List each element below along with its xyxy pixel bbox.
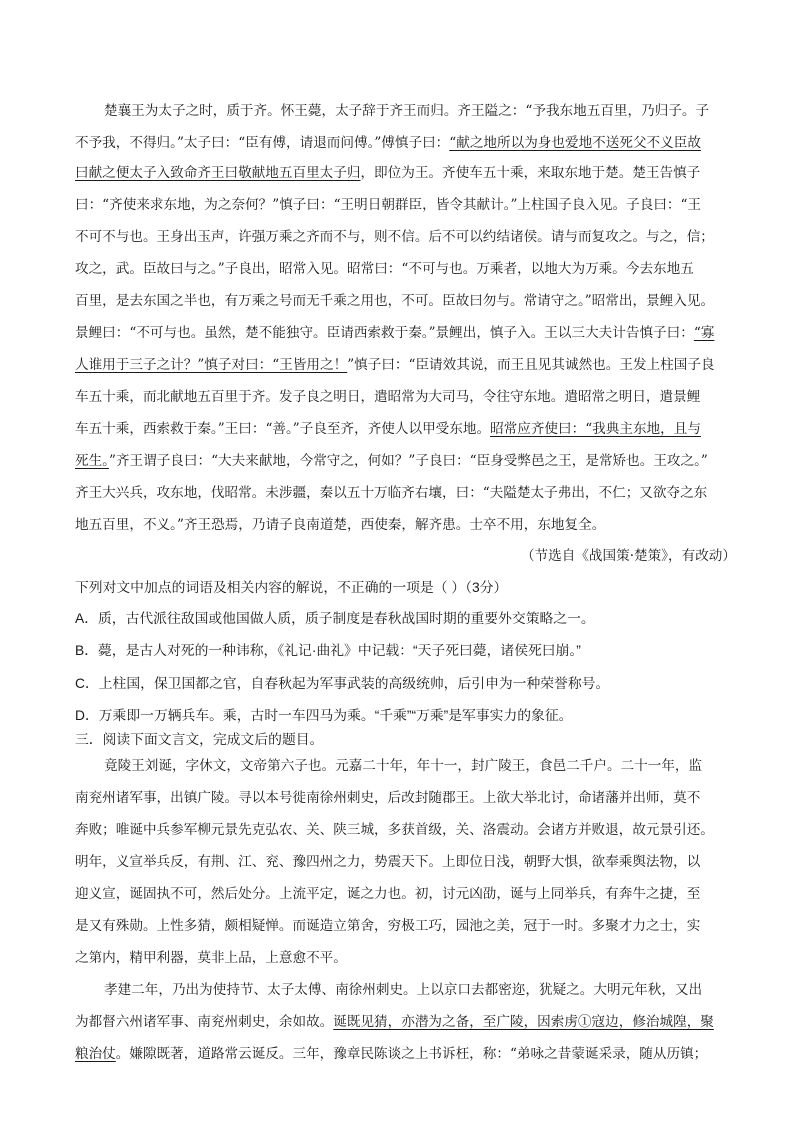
underlined-segment: 诞既见猜，亦潜为之备，至广陵，因索虏①寇边，修治城隍，聚 — [333, 1014, 714, 1030]
text-segment: 孝建二年，乃出为使持节、太子太傅、南徐州刺史。上以京口去都密迩，犹疑之。大明元年秋，又出 — [104, 982, 703, 998]
text-line — [75, 948, 347, 968]
text-line — [75, 387, 700, 407]
text-segment: 不可不与也。王身出玉声，许强万乘之齐而不与，则不信。后不可以约结诸侯。请与而复攻之。与之，信； — [75, 229, 714, 245]
text-segment: 攻之，武。臣故曰与之。”子良出，昭常入见。昭常曰：“不可与也。万乘者，以地大为万乘。今去东地五 — [75, 261, 694, 277]
text-segment: 是又有殊勋。上性多猜，颇相疑惮。而诞造立第舍，穷极工巧，园池之美，冠于一时。多聚才力之士，实 — [75, 918, 701, 934]
text-segment: 。嫌隙既著，道路常云诞反。三年，豫章民陈谈之上书诉枉，称：“弟咏之昔蒙诞采录，随从历镇； — [115, 1046, 708, 1062]
text-line — [75, 884, 700, 904]
text-segment: 之第内，精甲利器，莫非上品，上意愈不平。 — [75, 950, 347, 966]
text-segment: 不予我，不得归。”太子曰：“臣有傅，请退而问傅。”傅慎子曰： — [75, 135, 450, 151]
underlined-segment: 粮治仗 — [75, 1046, 116, 1062]
passage-source: （节选自《战国策·楚策》，有改动） — [520, 548, 736, 564]
option-b: B．薨，是古人对死的一种讳称，《礼记·曲礼》中记载：“天子死曰薨，诸侯死曰崩。” — [75, 643, 581, 658]
underlined-segment: “寡 — [693, 325, 715, 341]
text-segment: 齐王大兴兵，攻东地，伐昭常。未涉疆，秦以五十万临齐右壤，曰：“夫隘楚太子弗出，不仁；又欲夺之东 — [75, 485, 708, 501]
question-stem: 下列对文中加点的词语及相关内容的解说，不正确的一项是（ ）（3分） — [75, 580, 508, 595]
text-line — [75, 291, 714, 311]
text-line — [75, 227, 714, 247]
text-line — [75, 133, 701, 153]
text-line — [75, 515, 605, 535]
text-segment: 地五百里，不义。”齐王恐焉，乃请子良南道楚，西使秦，解齐患。士卒不用，东地复全。 — [75, 517, 606, 533]
text-segment: ”慎子曰：“臣请效其说，而王且见其诚然也。王发上柱国子良 — [347, 357, 715, 373]
section-three-heading: 三．阅读下面文言文，完成文后的题目。 — [75, 732, 324, 747]
text-segment: 竟陵王刘诞，字休文，文帝第六子也。元嘉二十年，年十一，封广陵王，食邑二千户。二十一年，监 — [104, 758, 703, 774]
text-segment: 奔败；唯诞中兵参军柳元景先克弘农、关、陕三城，多获首级，关、洛震动。会诸方并败退，故元景引还。 — [75, 822, 714, 838]
text-segment: 百里，是去东国之半也，有万乘之号而无千乘之用也，不可。臣故曰勿与。常请守之。”昭常出，景鲤入见。 — [75, 293, 715, 309]
text-line — [75, 788, 700, 808]
text-segment: 曰：“齐使来求东地，为之奈何？”慎子曰：“王明日朝群臣，皆令其献计。”上柱国子良入见。子良曰：“王 — [75, 197, 702, 213]
text-segment: 车五十乘，西索救于秦。”王曰：“善。”子良至齐，齐使人以甲受东地。 — [75, 421, 491, 437]
text-line — [75, 916, 700, 936]
text-segment: 迎义宣，诞固执不可，然后处分。上流平定，诞之力也。初，讨元凶劭，诞与上同举兵，有奔牛之捷，至 — [75, 886, 701, 902]
text-line — [75, 1012, 714, 1032]
text-line — [75, 483, 707, 503]
text-line — [75, 820, 714, 840]
text-line — [75, 852, 700, 872]
option-a: A．质，古代派往敌国或他国做人质，质子制度是春秋战国时期的重要外交策略之一。 — [75, 611, 595, 626]
text-segment: 为都督六州诸军事、南兖州刺史，余如故。 — [75, 1014, 334, 1030]
text-segment: 南兖州诸军事，出镇广陵。寻以本号徙南徐州刺史，后改封随郡王。上欲大举北讨，命诸藩并出师，莫不 — [75, 790, 701, 806]
underlined-segment: 曰献之便太子入致命齐王曰敬献地五百里太子归 — [75, 165, 361, 181]
text-line — [75, 419, 701, 439]
text-line — [75, 451, 708, 471]
text-line — [75, 355, 715, 375]
underlined-segment: 昭常应齐使曰：“我典主东地，且与 — [490, 421, 701, 437]
text-line — [104, 101, 709, 121]
text-segment: ，即位为王。齐使车五十乘，来取东地于楚。楚王告慎子 — [360, 165, 701, 181]
text-line — [75, 259, 694, 279]
underlined-segment: 人谁用于三子之计？”慎子对曰：“王皆用之！ — [75, 357, 348, 373]
underlined-segment: “献之地所以为身也爱地不送死父不义臣故 — [449, 135, 701, 151]
text-segment: ”齐王谓子良曰：“大夫来献地，今常守之，何如？”子良曰：“臣身受弊邑之王，是常矫也。王攻之。” — [108, 453, 708, 469]
option-c: C．上柱国，保卫国都之官，自春秋起为军事武装的高级统帅，后引申为一种荣誉称号。 — [75, 676, 610, 691]
option-d: D．万乘即一万辆兵车。乘，古时一车四马为乘。“千乘”“万乘”是军事实力的象征。 — [75, 708, 573, 723]
text-segment: 景鲤曰：“不可与也。虽然，楚不能独守。臣请西索救于秦。”景鲤出，慎子入。王以三大夫计告慎子曰： — [75, 325, 694, 341]
text-line — [104, 980, 702, 1000]
text-line — [75, 1044, 707, 1064]
text-line — [104, 756, 702, 776]
text-line — [75, 163, 700, 183]
underlined-segment: 死生。 — [75, 453, 109, 469]
text-line — [75, 323, 714, 343]
text-segment: 车五十乘，而北献地五百里于齐。发子良之明日，遣昭常为大司马，令往守东地。遣昭常之明日，遣景鲤 — [75, 389, 701, 405]
text-line — [75, 195, 701, 215]
text-segment: 明年，义宣举兵反，有荆、江、兖、豫四州之力，势震天下。上即位日浅，朝野大惧，欲奉乘舆法物，以 — [75, 854, 701, 870]
text-segment: 楚襄王为太子之时，质于齐。怀王薨，太子辞于齐王而归。齐王隘之：“予我东地五百里，乃归子。子 — [104, 103, 710, 119]
